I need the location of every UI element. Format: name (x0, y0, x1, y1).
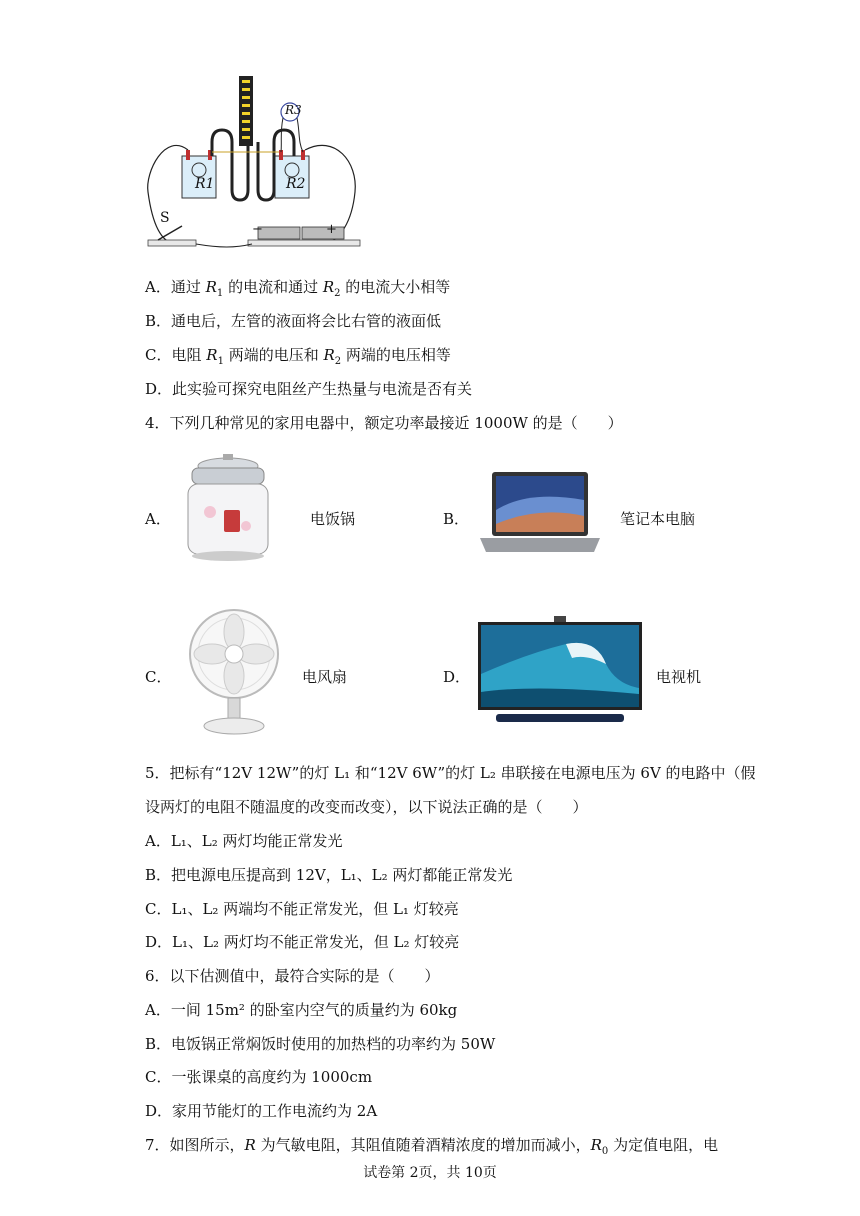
label-switch-s: S (160, 210, 170, 226)
label-minus: − (252, 222, 263, 237)
q5-stem-line1: 5．把标有“12V 12W”的灯 L₁ 和“12V 6W”的灯 L₂ 串联接在电源电压为 6V 的电路中（假 (145, 764, 756, 782)
label-r3: R3 (285, 103, 302, 117)
q5-option-c: C．L₁、L₂ 两端均不能正常发光，但 L₁ 灯较亮 (145, 900, 459, 918)
q3-option-a: A．通过 $R_1$ 的电流和通过 $R_2$ 的电流大小相等 (145, 278, 451, 299)
q4-option-b-letter: B． (443, 510, 470, 528)
q7-stem: 7．如图所示，R 为气敏电阻，其阻值随着酒精浓度的增加而减小，$R_0$ 为定值电阻，电 (145, 1136, 719, 1157)
electric-fan-image (182, 606, 286, 736)
q4-stem: 4．下列几种常见的家用电器中，额定功率最接近 1000W 的是（ ） (145, 414, 623, 432)
q5-stem-line2: 设两灯的电阻不随温度的改变而改变），以下说法正确的是（ ） (145, 798, 588, 816)
rice-cooker-image (180, 452, 276, 564)
television-image (476, 614, 644, 726)
q4-option-d-name: 电视机 (656, 668, 702, 686)
label-r2: R2 (286, 176, 306, 192)
q5-option-b: B．把电源电压提高到 12V，L₁、L₂ 两灯都能正常发光 (145, 866, 513, 884)
q6-option-a: A．一间 15m² 的卧室内空气的质量约为 60kg (145, 1001, 458, 1019)
q4-option-c-letter: C． (145, 668, 172, 686)
q6-stem: 6．以下估测值中，最符合实际的是（ ） (145, 967, 440, 985)
q3-option-d: D．此实验可探究电阻丝产生热量与电流是否有关 (145, 380, 473, 398)
q4-option-d-letter: D． (443, 668, 471, 686)
q3-option-b: B．通电后，左管的液面将会比右管的液面低 (145, 312, 442, 330)
q6-option-c: C．一张课桌的高度约为 1000cm (145, 1068, 373, 1086)
q4-option-b-name: 笔记本电脑 (620, 510, 696, 528)
q3-option-c: C．电阻 $R_1$ 两端的电压和 $R_2$ 两端的电压相等 (145, 346, 451, 367)
q5-option-d: D．L₁、L₂ 两灯均不能正常发光，但 L₂ 灯较亮 (145, 933, 460, 951)
q6-option-d: D．家用节能灯的工作电流约为 2A (145, 1102, 378, 1120)
q5-option-a: A．L₁、L₂ 两灯均能正常发光 (145, 832, 343, 850)
page-footer: 试卷第 2页，共 10页 (363, 1165, 497, 1181)
q6-option-b: B．电饭锅正常焖饭时使用的加热档的功率约为 50W (145, 1035, 496, 1053)
laptop-image (478, 470, 602, 558)
label-r1: R1 (195, 176, 215, 192)
q4-option-a-letter: A． (145, 510, 171, 528)
label-plus: + (326, 222, 337, 237)
q4-option-a-name: 电饭锅 (310, 510, 356, 528)
q4-option-c-name: 电风扇 (302, 668, 348, 686)
